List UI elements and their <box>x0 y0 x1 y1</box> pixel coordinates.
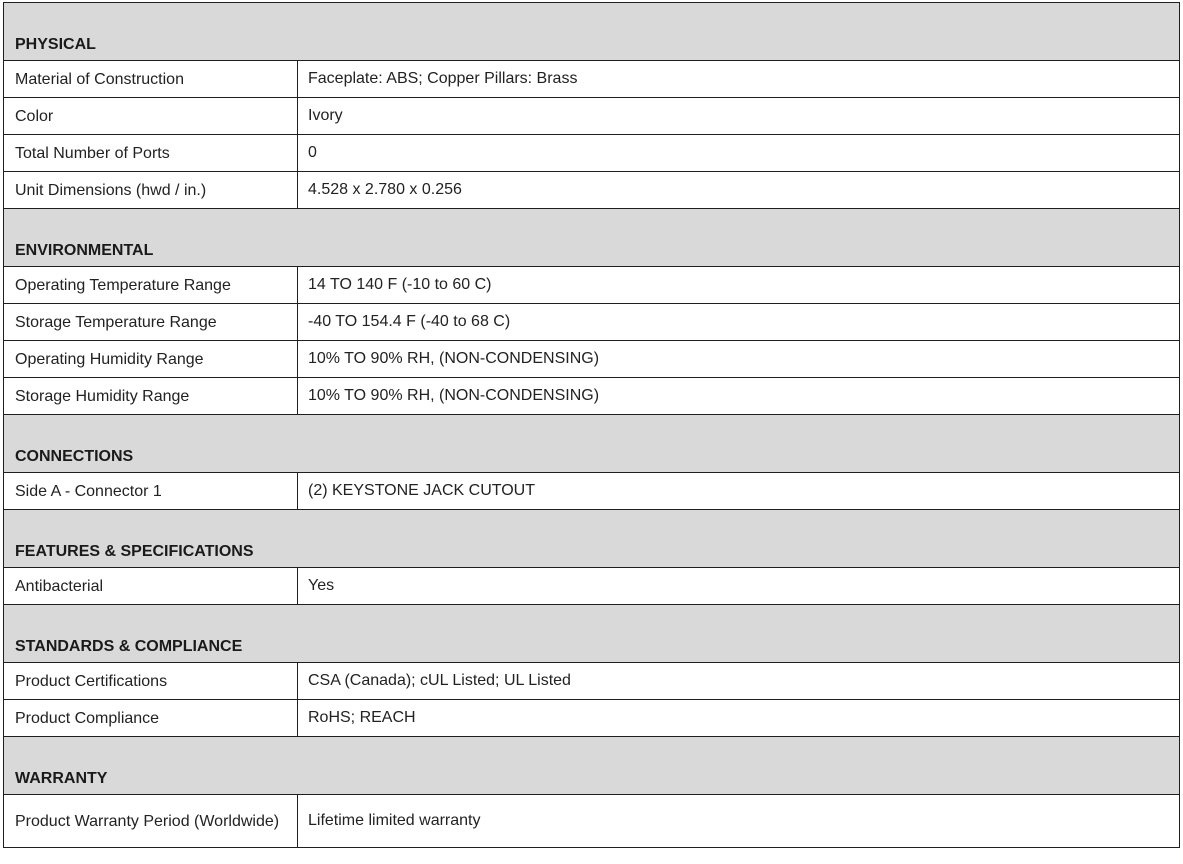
spec-value: (2) KEYSTONE JACK CUTOUT <box>298 473 1180 510</box>
spec-label: Unit Dimensions (hwd / in.) <box>4 172 298 209</box>
section-header-physical <box>4 3 1180 61</box>
spec-value: 10% TO 90% RH, (NON-CONDENSING) <box>298 341 1180 378</box>
table-row <box>4 135 1180 172</box>
spec-value: Lifetime limited warranty <box>298 795 1180 848</box>
section-title: FEATURES & SPECIFICATIONS <box>4 510 1180 568</box>
spec-label: Side A - Connector 1 <box>4 473 298 510</box>
spec-label: Product Compliance <box>4 700 298 737</box>
spec-value: 10% TO 90% RH, (NON-CONDENSING) <box>298 378 1180 415</box>
table-row <box>4 267 1180 304</box>
spec-label: Operating Temperature Range <box>4 267 298 304</box>
table-row <box>4 304 1180 341</box>
section-header-standards <box>4 605 1180 663</box>
spec-label: Material of Construction <box>4 61 298 98</box>
spec-value: -40 TO 154.4 F (-40 to 68 C) <box>298 304 1180 341</box>
table-row <box>4 700 1180 737</box>
spec-label: Antibacterial <box>4 568 298 605</box>
section-header-environmental <box>4 209 1180 267</box>
spec-value: 14 TO 140 F (-10 to 60 C) <box>298 267 1180 304</box>
table-row <box>4 172 1180 209</box>
spec-value: 4.528 x 2.780 x 0.256 <box>298 172 1180 209</box>
table-row <box>4 378 1180 415</box>
spec-value: RoHS; REACH <box>298 700 1180 737</box>
section-header-warranty <box>4 737 1180 795</box>
section-title: CONNECTIONS <box>4 415 1180 473</box>
spec-label: Storage Humidity Range <box>4 378 298 415</box>
table-row <box>4 795 1180 848</box>
spec-value: Ivory <box>298 98 1180 135</box>
table-row <box>4 473 1180 510</box>
spec-value: Faceplate: ABS; Copper Pillars: Brass <box>298 61 1180 98</box>
table-row <box>4 663 1180 700</box>
table-row <box>4 341 1180 378</box>
spec-label: Color <box>4 98 298 135</box>
section-header-features <box>4 510 1180 568</box>
spec-value: Yes <box>298 568 1180 605</box>
section-title: PHYSICAL <box>4 3 1180 61</box>
spec-value: CSA (Canada); cUL Listed; UL Listed <box>298 663 1180 700</box>
spec-label: Product Certifications <box>4 663 298 700</box>
spec-label: Product Warranty Period (Worldwide) <box>4 795 298 848</box>
table-row <box>4 568 1180 605</box>
spec-label: Total Number of Ports <box>4 135 298 172</box>
section-title: STANDARDS & COMPLIANCE <box>4 605 1180 663</box>
table-row <box>4 98 1180 135</box>
section-title: WARRANTY <box>4 737 1180 795</box>
spec-value: 0 <box>298 135 1180 172</box>
section-header-connections <box>4 415 1180 473</box>
spec-label: Operating Humidity Range <box>4 341 298 378</box>
spec-label: Storage Temperature Range <box>4 304 298 341</box>
section-title: ENVIRONMENTAL <box>4 209 1180 267</box>
spec-table <box>3 2 1180 848</box>
table-row <box>4 61 1180 98</box>
